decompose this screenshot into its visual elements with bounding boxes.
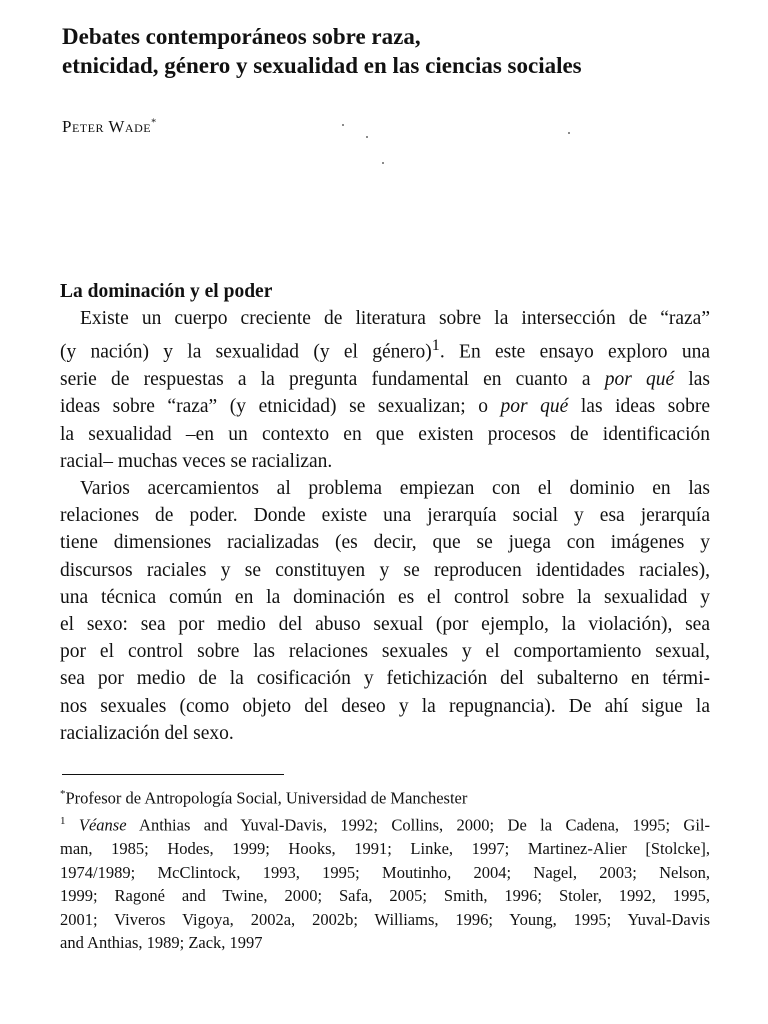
footnote-1-line: 1974/1989; McClintock, 1993, 1995; Moutinho, 2004; Nagel, 2003; Nelson, bbox=[60, 862, 710, 882]
section-heading: La dominación y el poder bbox=[60, 281, 273, 302]
text-run: . En este ensayo exploro una bbox=[439, 341, 710, 363]
footnote-1-line: 2001; Viveros Vigoya, 2002a, 2002b; Williams, 1996; Young, 1995; Yuval-Davis bbox=[60, 909, 710, 929]
paragraph-2-line: nos sexuales (como objeto del deseo y la repugnancia). De ahí sigue la bbox=[60, 695, 710, 717]
scan-speck bbox=[382, 162, 384, 164]
footnote-1-line: man, 1985; Hodes, 1999; Hooks, 1991; Linke, 1997; Martinez-Alier [Stolcke], bbox=[60, 839, 710, 858]
footnote-1-line: and Anthias, 1989; Zack, 1997 bbox=[60, 933, 263, 952]
author-byline bbox=[62, 117, 157, 137]
text-run: las bbox=[674, 369, 710, 391]
text-run: Anthias and Yuval-Davis, 1992; Collins, 2000; De la Cadena, 1995; Gil- bbox=[126, 815, 711, 835]
text-run: serie de respuestas a la pregunta fundamental en cuanto a bbox=[60, 369, 605, 391]
author-footnote-mark: * bbox=[151, 117, 157, 129]
footnote-author bbox=[60, 783, 710, 810]
footnote-mark: * bbox=[60, 788, 66, 800]
paragraph-2-line: discursos raciales y se constituyen y se reproducen identidades raciales), bbox=[60, 559, 710, 581]
scan-speck bbox=[366, 136, 368, 138]
scan-speck bbox=[568, 132, 570, 134]
paragraph-2-line: tiene dimensiones racializadas (es decir, que se juega con imágenes y bbox=[60, 532, 710, 554]
scan-speck bbox=[342, 124, 344, 126]
title-line-1: Debates contemporáneos sobre raza, bbox=[62, 24, 421, 49]
title-line-2: etnicidad, género y sexualidad en las ciencias sociales bbox=[62, 53, 582, 78]
paragraph-2-line: una técnica común en la dominación es el control sobre la sexualidad y bbox=[60, 586, 710, 608]
document-title bbox=[62, 22, 742, 80]
footnote-1-line bbox=[60, 810, 710, 837]
footnote-text: Profesor de Antropología Social, Universidad de Manchester bbox=[65, 788, 468, 808]
author-name: Peter Wade bbox=[62, 117, 152, 136]
emphasis: Véanse bbox=[78, 815, 127, 835]
footnote-divider bbox=[62, 774, 284, 775]
text-run: ideas sobre “raza” (y etnicidad) se sexualizan; o bbox=[60, 396, 501, 418]
paragraph-2-line: Varios acercamientos al problema empiezan con el dominio en las bbox=[80, 477, 710, 499]
paragraph-1-line bbox=[60, 393, 710, 420]
paragraph-1-line: racial– muchas veces se racializan. bbox=[60, 450, 333, 472]
paragraph-1-line bbox=[60, 366, 710, 393]
text-run: las ideas sobre bbox=[568, 396, 710, 418]
paragraph-2-line: relaciones de poder. Donde existe una jerarquía social y esa jerarquía bbox=[60, 505, 710, 527]
footnotes bbox=[60, 783, 710, 955]
footnote-mark: 1 bbox=[60, 815, 66, 827]
paragraph-2-line: sea por medio de la cosificación y fetichización del subalterno en térmi- bbox=[60, 668, 710, 690]
paragraph-2-line: por el control sobre las relaciones sexuales y el comportamiento sexual, bbox=[60, 641, 710, 663]
paragraph-1-line: Existe un cuerpo creciente de literatura sobre la intersección de “raza” bbox=[80, 308, 710, 330]
paragraph-2-line: el sexo: sea por medio del abuso sexual (por ejemplo, la violación), sea bbox=[60, 613, 710, 635]
emphasis: por qué bbox=[500, 396, 569, 418]
paragraph-1-line: la sexualidad –en un contexto en que existen procesos de identificación bbox=[60, 423, 710, 445]
body-section bbox=[60, 278, 710, 747]
footnote-ref-1: 1 bbox=[431, 336, 440, 355]
paragraph-1-line bbox=[60, 332, 710, 366]
paragraph-2-line: racialización del sexo. bbox=[60, 722, 234, 744]
text-run: (y nación) y la sexualidad (y el género) bbox=[60, 341, 432, 363]
emphasis: por qué bbox=[604, 369, 675, 391]
footnote-1-line: 1999; Ragoné and Twine, 2000; Safa, 2005; Smith, 1996; Stoler, 1992, 1995, bbox=[60, 886, 710, 905]
